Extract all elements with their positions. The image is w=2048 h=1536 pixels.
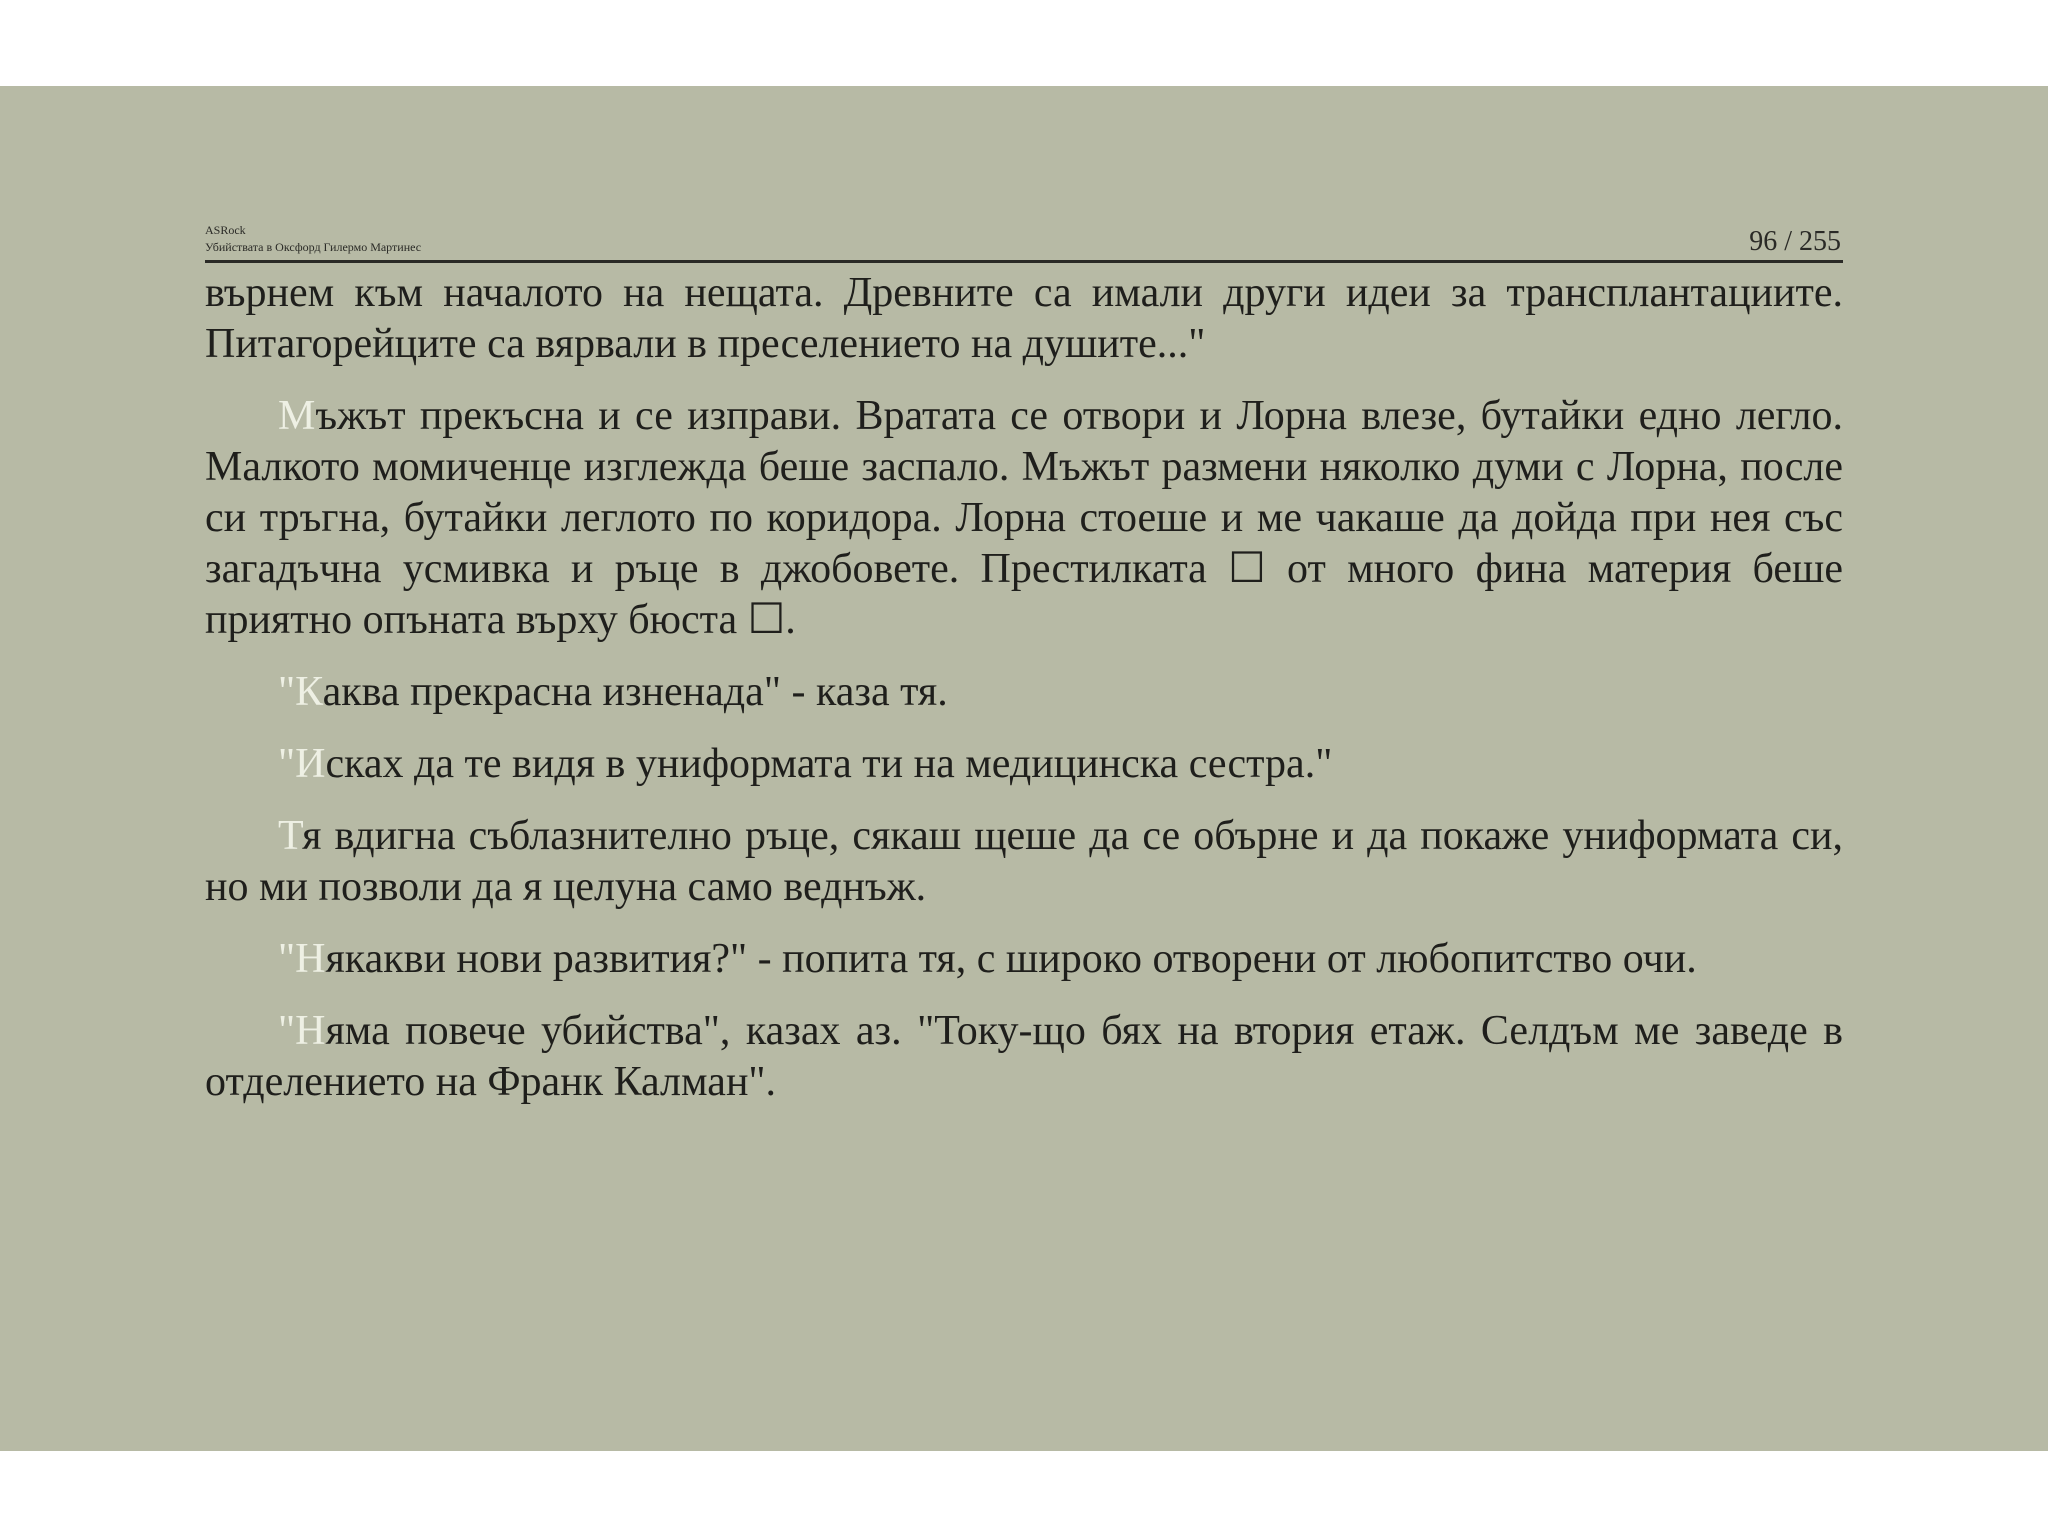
drop-cap: М	[278, 393, 316, 439]
paragraph-text: сках да те видя в униформата ти на медицинска сестра."	[325, 741, 1333, 787]
drop-cap: "К	[278, 669, 323, 715]
paragraph	[205, 268, 1843, 370]
paragraph-text: върнем към началото на нещата. Древните са имали други идеи за трансплантациите. Питагорейците са вярвали в преселението на душите..."	[205, 270, 1843, 367]
paragraph	[205, 667, 1843, 718]
drop-cap: Т	[278, 813, 303, 859]
author-line: ASRock	[205, 223, 246, 237]
running-head	[205, 222, 421, 256]
drop-cap: "Н	[278, 1008, 326, 1054]
page-header	[205, 136, 1843, 263]
paragraph-text: яма повече убийства", казах аз. "Току-що бях на втория етаж. Селдъм ме заведе в отделението на Франк Калман".	[205, 1008, 1843, 1105]
paragraph-text: аква прекрасна изненада" - каза тя.	[322, 669, 948, 715]
paragraph-text: ъжът прекъсна и се изправи. Вратата се отвори и Лорна влезе, бутайки едно легло. Малкото момиченце изглежда беше заспало. Мъжът размени няколко думи с Лорна, после си тръгна, бутайки леглото по коридора. Лорна стоеше и ме чакаше да дойда при нея със загадъчна усмивка и ръце в джобовете. Престилката ☐ от много фина материя беше приятно опъната върху бюста ☐.	[205, 393, 1843, 643]
paragraph-text: я вдигна съблазнително ръце, сякаш щеше да се обърне и да покаже униформата си, но ми позволи да я целуна само веднъж.	[205, 813, 1843, 910]
paragraph	[205, 934, 1843, 985]
paragraph	[205, 811, 1843, 913]
book-title-line: Убийствата в Оксфорд Гилермо Мартинес	[205, 240, 422, 254]
drop-cap: "Н	[278, 936, 326, 982]
paragraph	[205, 1006, 1843, 1108]
book-text	[205, 268, 1843, 1129]
drop-cap: "И	[278, 741, 326, 787]
paragraph-text: якакви нови развития?" - попита тя, с широко отворени от любопитство очи.	[325, 936, 1697, 982]
paragraph	[205, 391, 1843, 646]
page-indicator: 96 / 255	[1749, 226, 1841, 257]
paragraph	[205, 739, 1843, 790]
